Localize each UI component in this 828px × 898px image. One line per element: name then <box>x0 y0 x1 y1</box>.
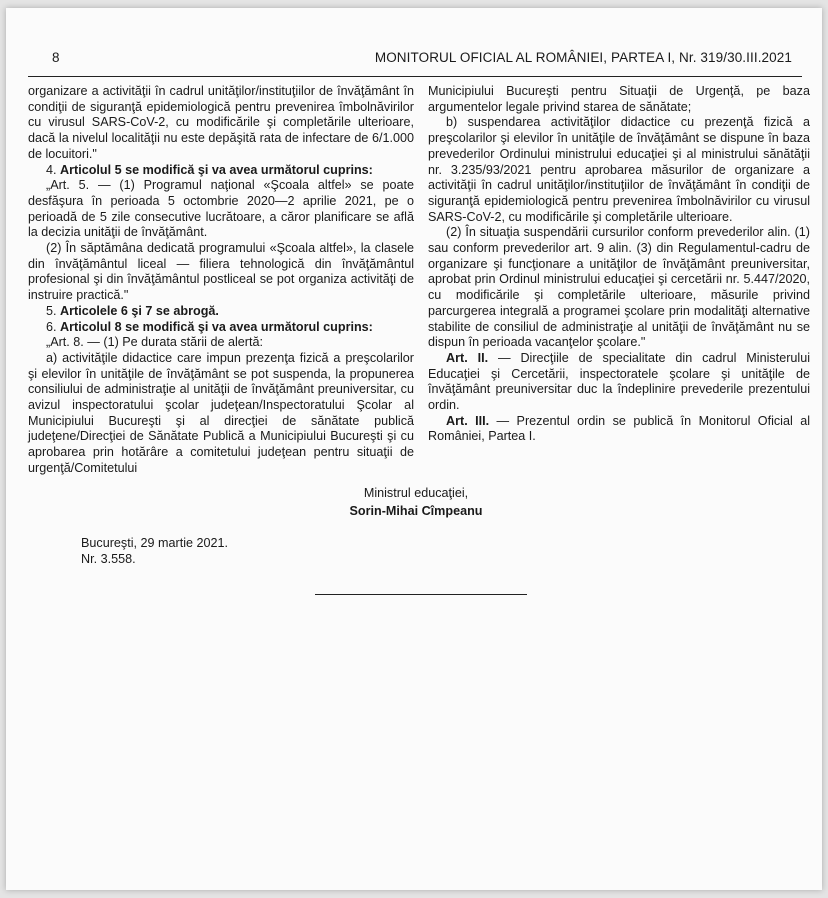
paragraph: b) suspendarea activităţilor didactice cu prezenţă fizică a preşcolarilor şi elevilor în unităţile de învăţământ se dispune în baza prevederilor Ordinului ministrului educaţiei şi al ministrului sănătăţii nr. 3.235/93/2021 pentru aprobarea măsurilor de organizare a activităţii în cadrul unităţilor/instituţiilor de învăţământ în condiţii de siguranţă epidemiologică pentru prevenirea îmbolnăvirilor cu virusul SARS-CoV-2, cu modificările şi completările ulterioare. <box>428 115 810 224</box>
paragraph: organizare a activităţii în cadrul unităţilor/instituţiilor de învăţământ în condiţii de siguranţă epidemiologică pentru prevenirea îmbolnăvirilor cu virusul SARS-CoV-2, cu modificările şi completările ulterioare, dacă la nivelul localităţii nu este depăşită rata de infectare de 6/1.000 de locuitori." <box>28 84 414 161</box>
right-column <box>428 84 810 445</box>
amendment-heading <box>28 320 414 336</box>
article-label: Art. II. <box>446 350 489 365</box>
document-page <box>6 8 822 890</box>
article-text: — Direcţiile de specialitate din cadrul Ministerului Educaţiei şi Cercetării, inspectoratele şcolare şi unităţile de învăţământ preuniversitar duc la îndeplinire prevederile prezentului ordin. <box>428 350 810 413</box>
article-label: Art. III. <box>446 413 490 428</box>
publication-title: MONITORUL OFICIAL AL ROMÂNIEI, PARTEA I, Nr. 319/30.III.2021 <box>374 50 792 65</box>
header-divider <box>28 76 802 77</box>
amendment-title: Articolul 5 se modifică şi va avea următorul cuprins: <box>60 162 373 177</box>
left-column <box>28 84 414 477</box>
item-number: 6. <box>46 319 61 334</box>
article-paragraph <box>428 414 810 445</box>
signature-role: Ministrul educaţiei, <box>363 486 469 500</box>
place-date: Bucureşti, 29 martie 2021. <box>81 536 229 550</box>
signature-name: Sorin-Mihai Cîmpeanu <box>349 504 483 518</box>
paragraph: (2) În situaţia suspendării cursurilor conform prevederilor alin. (1) sau conform prevederilor art. 9 alin. (3) din Regulamentul-cadru de organizare şi funcţionare a unităţilor de învăţământ preuniversitar, aprobat prin Ordinul ministrului educaţiei şi cercetării nr. 5.447/2020, cu modificările şi completările ulterioare, măsurile privind parcurgerea integrală a programei şcolare prin modalităţi alternative stabilite de consiliul de administraţie al unităţii de învăţământ nu se dispun în perioada vacanţelor şcolare." <box>428 225 810 350</box>
amendment-title: Articolele 6 şi 7 se abrogă. <box>60 303 219 318</box>
item-number: 5. <box>46 303 61 318</box>
amendment-heading <box>28 163 414 179</box>
paragraph: Municipiului Bucureşti pentru Situaţii de Urgenţă, pe baza argumentelor legale privind starea de sănătate; <box>428 84 810 114</box>
item-number: 4. <box>46 162 61 177</box>
page-number: 8 <box>52 50 60 65</box>
article-paragraph <box>428 351 810 414</box>
end-divider <box>315 594 527 595</box>
amendment-heading <box>28 304 414 320</box>
paragraph: „Art. 5. — (1) Programul naţional «Şcoala altfel» se poate desfăşura în perioada 5 octombrie 2020—2 aprilie 2021, pe o perioadă de 5 zile consecutive lucrătoare, a căror planificare se află la decizia unităţii de învăţământ. <box>28 178 414 240</box>
order-number: Nr. 3.558. <box>81 552 136 566</box>
paragraph: a) activităţile didactice care impun prezenţa fizică a preşcolarilor şi elevilor în unităţile de învăţământ se pot suspenda, la propunerea consiliului de administraţie al unităţii de învăţământ preuniversitar, cu avizul inspectoratului şcolar judeţean/Inspectoratului Şcolar al Municipiului Bucureşti şi al direcţiei de sănătate publică judeţene/Direcţiei de Sănătate Publică a Municipiului Bucureşti şi cu aprobarea prin hotărâre a comitetului judeţean pentru situaţii de urgenţă/Comitetului <box>28 350 414 475</box>
article-text: — Prezentul ordin se publică în Monitorul Oficial al României, Partea I. <box>428 413 810 444</box>
amendment-title: Articolul 8 se modifică şi va avea următorul cuprins: <box>60 319 373 334</box>
paragraph: (2) În săptămâna dedicată programului «Şcoala altfel», la clasele din învăţământul liceal — filiera tehnologică din învăţământul profesional şi din învăţământul postliceal se pot organiza activităţi de instruire practică." <box>28 241 414 303</box>
page-header <box>52 50 792 68</box>
paragraph: „Art. 8. — (1) Pe durata stării de alertă: <box>46 335 263 350</box>
